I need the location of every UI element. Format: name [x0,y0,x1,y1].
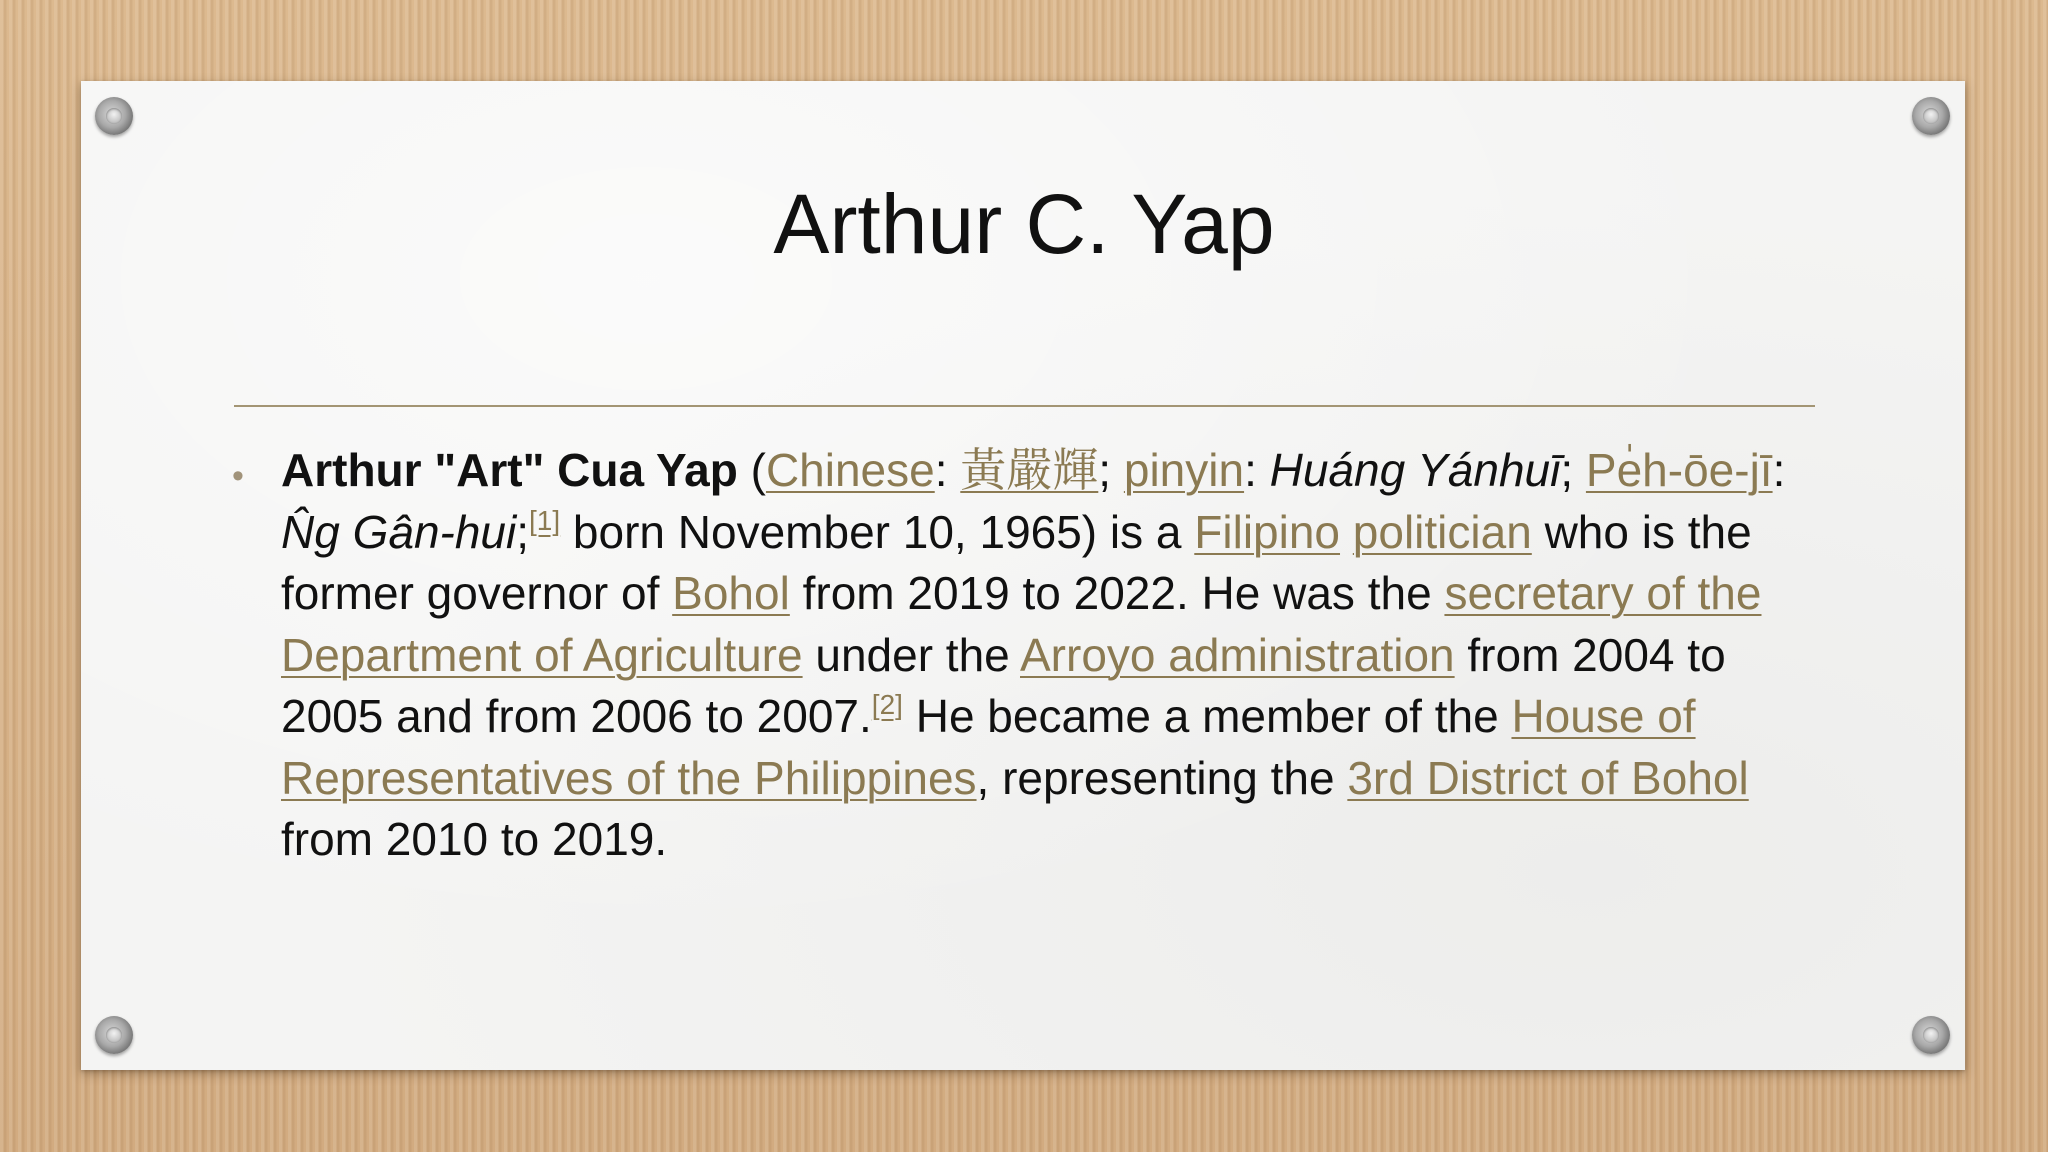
pushpin-icon [1912,97,1950,135]
link-chinese[interactable]: Chinese [765,444,935,496]
pushpin-icon [95,1016,133,1054]
link-peh-oe-ji[interactable]: Pe̍h-ōe-jī [1585,444,1773,496]
text-span: ; [1098,444,1124,496]
text-span: : [1244,444,1270,496]
text-span: from 2010 to 2019. [281,813,668,865]
text-span: , representing the [976,751,1348,804]
text-span [1340,506,1353,558]
link-3rd-district-bohol[interactable]: 3rd District of Bohol [1347,751,1749,804]
text-span: ; [516,505,530,558]
pushpin-icon [1912,1016,1950,1054]
link-secretary-agriculture[interactable]: secretary of the Department of Agriculture [281,567,1762,681]
bullet-icon: • [232,457,244,495]
text-span: : [934,444,961,496]
link-politician[interactable]: politician [1352,505,1532,558]
text-span: He became a member of the [902,690,1512,742]
link-arroyo-administration[interactable]: Arroyo administration [1020,628,1455,681]
hokkien-name: N̂g Gân-hui [281,505,517,558]
subject-name: Arthur "Art" Cua Yap [281,444,738,496]
text-span: from 2019 to 2022. He was the [789,567,1445,619]
pushpin-icon [95,97,133,135]
text-span: : [1772,444,1786,496]
text-span: under the [802,628,1020,681]
reference-link-1[interactable]: [1] [529,504,561,536]
link-chinese-name[interactable]: 黃嚴輝 [960,444,1099,496]
bio-paragraph [281,440,1811,871]
link-bohol[interactable]: Bohol [672,567,790,619]
text-span: ; [1560,444,1586,496]
link-house-of-representatives[interactable]: House of Representatives of the Philippines [281,690,1696,804]
link-filipino[interactable]: Filipino [1194,505,1341,558]
text-span: born November 10, 1965) is a [560,505,1195,558]
pinyin-name: Huáng Yánhuī [1269,444,1561,496]
reference-link-2[interactable]: [2] [871,689,903,720]
link-pinyin[interactable]: pinyin [1123,444,1245,496]
text-span: who is the former governor of [281,505,1752,619]
slide-title: Arthur C. Yap [773,177,1275,271]
title-divider [234,405,1815,407]
text-span: ( [737,444,766,496]
text-span: from 2004 to 2005 and from 2006 to 2007. [281,628,1726,742]
